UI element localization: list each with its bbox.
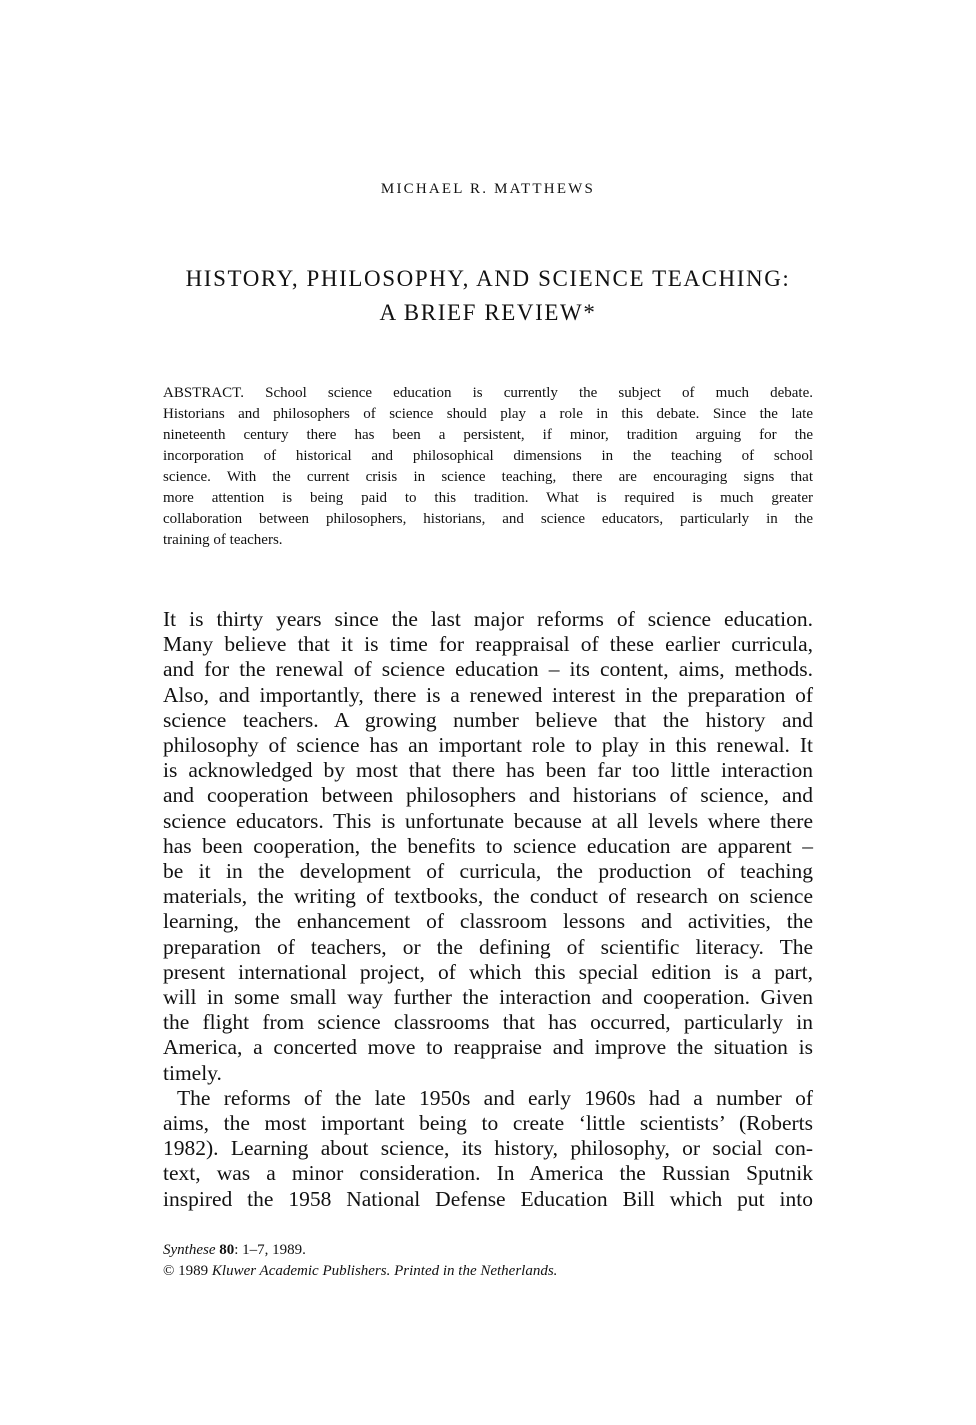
copyright-line (163, 1261, 813, 1282)
abstract-line: nineteenth century there has been a persistent, if minor, tradition arguing for the (163, 427, 813, 443)
journal-pages: : 1–7, 1989. (234, 1242, 306, 1258)
body-line: will in some small way further the interaction and cooperation. Given (163, 985, 813, 1010)
abstract-line: more attention is being paid to this tradition. What is required is much greater (163, 490, 813, 506)
body-line: science teachers. A growing number believe that the history and (163, 707, 813, 732)
body-line: present international project, of which this special edition is a part, (163, 959, 813, 984)
body-line: aims, the most important being to create ‘little scientists’ (Roberts (163, 1111, 813, 1136)
body-line: the flight from science classrooms that has occurred, particularly in (163, 1010, 813, 1035)
journal-volume: 80 (219, 1242, 235, 1258)
body-line: inspired the 1958 National Defense Education Bill which put into (163, 1186, 813, 1211)
abstract-line: Historians and philosophers of science should play a role in this debate. Since the late (163, 406, 813, 422)
publication-footer (163, 1240, 813, 1282)
journal-name: Synthese (163, 1242, 216, 1258)
title-line-2: A BRIEF REVIEW* (379, 300, 597, 325)
title-line-1: HISTORY, PHILOSOPHY, AND SCIENCE TEACHING: (185, 266, 791, 291)
publisher-name: Kluwer Academic Publishers. Printed in the Netherlands. (211, 1263, 558, 1279)
body-line: The reforms of the late 1950s and early 1960s had a number of (177, 1085, 813, 1110)
body-line: and for the renewal of science education – its content, aims, methods. (163, 657, 813, 682)
body-line: America, a concerted move to reappraise and improve the situation is (163, 1035, 813, 1060)
paragraph-1 (163, 607, 813, 1086)
body-line: text, was a minor consideration. In America the Russian Sputnik (163, 1161, 813, 1186)
body-line: learning, the enhancement of classroom lessons and activities, the (163, 909, 813, 934)
body-line: Many believe that it is time for reappraisal of these earlier curricula, (163, 632, 813, 657)
body-line: has been cooperation, the benefits to science education are apparent – (163, 833, 813, 858)
abstract-line: ABSTRACT. School science education is currently the subject of much debate. (163, 385, 813, 401)
body-line: be it in the development of curricula, the production of teaching (163, 859, 813, 884)
body-line: is acknowledged by most that there has been far too little interaction (163, 758, 813, 783)
abstract-line: training of teachers. (163, 532, 283, 548)
abstract-line: incorporation of historical and philosophical dimensions in the teaching of school (163, 448, 813, 464)
abstract-line: science. With the current crisis in science teaching, there are encouraging signs that (163, 469, 813, 485)
body-line: science educators. This is unfortunate because at all levels where there (163, 808, 813, 833)
citation-line (163, 1240, 813, 1261)
abstract (163, 383, 813, 551)
body-line: 1982). Learning about science, its history, philosophy, or social con- (163, 1136, 813, 1161)
body-line: and cooperation between philosophers and historians of science, and (163, 783, 813, 808)
body-line: materials, the writing of textbooks, the conduct of research on science (163, 884, 813, 909)
body-line: timely. (163, 1060, 222, 1085)
body-line: Also, and importantly, there is a renewed interest in the preparation of (163, 682, 813, 707)
paragraph-2 (163, 1086, 813, 1212)
abstract-line: collaboration between philosophers, historians, and science educators, particularly in the (163, 511, 813, 527)
body-line: It is thirty years since the last major reforms of science education. (163, 607, 813, 631)
copyright-year: © 1989 (163, 1263, 209, 1279)
author-name: MICHAEL R. MATTHEWS (380, 181, 596, 197)
body-line: preparation of teachers, or the defining of scientific literacy. The (163, 934, 813, 959)
paper-title (0, 262, 976, 330)
body-line: philosophy of science has an important role to play in this renewal. It (163, 733, 813, 758)
body-text (163, 607, 813, 1212)
